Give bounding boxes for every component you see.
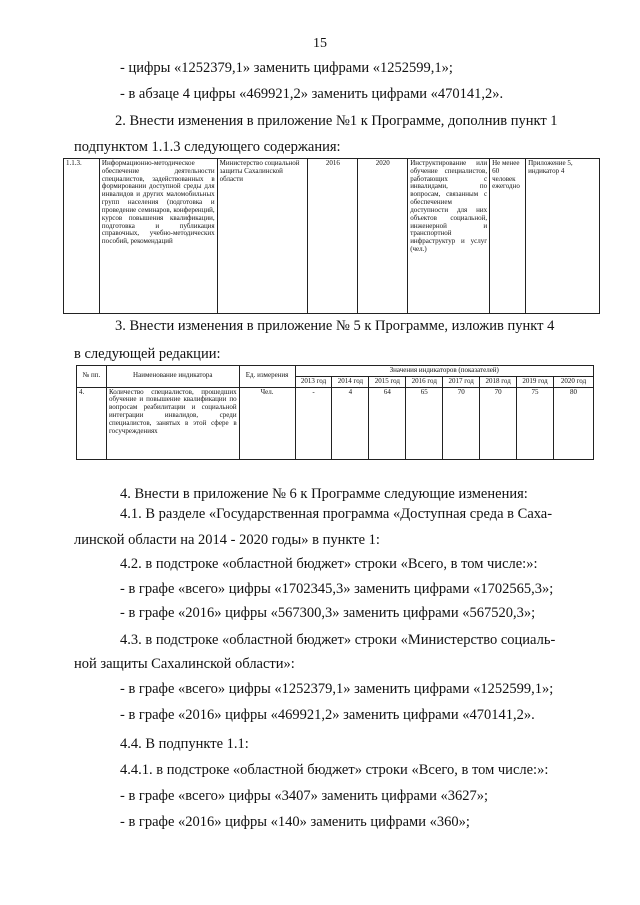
text-line: подпунктом 1.1.3 следующего содержания:	[74, 139, 341, 155]
text-line: 4.2. в подстроке «областной бюджет» строки «Всего, в том числе:»:	[120, 556, 538, 572]
row-value: 70	[443, 387, 480, 459]
row-value: 65	[406, 387, 443, 459]
row-value: 64	[369, 387, 406, 459]
item-executor: Министерство социальной защиты Сахалинской области	[217, 159, 308, 314]
item-year-end: 2020	[358, 159, 408, 314]
year-header: 2017 год	[443, 376, 480, 387]
year-header: 2020 год	[554, 376, 594, 387]
item-link: Приложение 5, индикатор 4	[526, 159, 600, 314]
col-number-header: № пп.	[77, 366, 107, 388]
appendix1-table	[63, 158, 600, 314]
table-row	[77, 387, 594, 459]
text-line: ной защиты Сахалинской области»:	[74, 656, 295, 672]
text-line: - в графе «всего» цифры «1252379,1» заменить цифрами «1252599,1»;	[120, 681, 554, 697]
row-value: 4	[332, 387, 369, 459]
text-line: в следующей редакции:	[74, 346, 221, 362]
appendix5-table	[76, 365, 594, 460]
text-line: - в графе «2016» цифры «469921,2» заменить цифрами «470141,2».	[120, 707, 535, 723]
col-name-header: Наименование индикатора	[106, 366, 239, 388]
year-header: 2015 год	[369, 376, 406, 387]
table-header-row	[77, 366, 594, 377]
row-value: -	[295, 387, 332, 459]
text-line: 4.4. В подпункте 1.1:	[120, 736, 249, 752]
text-line: 4.3. в подстроке «областной бюджет» строки «Министерство социаль-	[120, 632, 556, 648]
col-unit-header: Ед. измерения	[239, 366, 295, 388]
text-line: 2. Внести изменения в приложение №1 к Программе, дополнив пункт 1	[115, 113, 558, 129]
row-value: 75	[517, 387, 554, 459]
year-header: 2019 год	[517, 376, 554, 387]
row-number: 4.	[77, 387, 107, 459]
text-line: линской области на 2014 - 2020 годы» в пункте 1:	[74, 532, 380, 548]
text-line: - в графе «всего» цифры «3407» заменить цифрами «3627»;	[120, 788, 489, 804]
item-description: Информационно-методическое обеспечение деятельности специалистов, задействованных в формировании доступной среды для инвалидов и других маломобильных групп населения (подготовка и проведение семинаров, конференций, курсов повышения квалификации, подготовка и публикация справочных, учебно-методических пособий, рекомендаций	[99, 159, 217, 314]
item-number: 1.1.3.	[64, 159, 100, 314]
row-indicator-name: Количество специалистов, прошедших обучение и повышение квалификации по вопросам реабилитации и социальной интеграции инвалидов, среди специалистов, занятых в этой сфере в госучреждениях	[106, 387, 239, 459]
item-year-start: 2016	[308, 159, 358, 314]
text-line: - в графе «2016» цифры «567300,3» заменить цифрами «567520,3»;	[120, 605, 536, 621]
text-line: - в абзаце 4 цифры «469921,2» заменить цифрами «470141,2».	[120, 86, 504, 102]
table-row	[64, 159, 600, 314]
page-number: 15	[313, 36, 327, 51]
text-line: 4. Внести в приложение № 6 к Программе следующие изменения:	[120, 486, 528, 502]
text-line: - цифры «1252379,1» заменить цифрами «1252599,1»;	[120, 60, 453, 76]
row-value: 70	[480, 387, 517, 459]
text-line: 3. Внести изменения в приложение № 5 к Программе, изложив пункт 4	[115, 318, 555, 334]
year-header: 2014 год	[332, 376, 369, 387]
text-line: - в графе «2016» цифры «140» заменить цифрами «360»;	[120, 814, 470, 830]
year-header: 2018 год	[480, 376, 517, 387]
year-header: 2013 год	[295, 376, 332, 387]
text-line: - в графе «всего» цифры «1702345,3» заменить цифрами «1702565,3»;	[120, 581, 554, 597]
row-unit: Чел.	[239, 387, 295, 459]
row-value: 80	[554, 387, 594, 459]
text-line: 4.4.1. в подстроке «областной бюджет» строки «Всего, в том числе:»:	[120, 762, 549, 778]
item-result: Инструктирование или обучение специалистов, работающих с инвалидами, по вопросам, связанным с обеспечением доступности для них объектов социальной, инженерной и транспортной инфраструктур и услуг (чел.)	[408, 159, 490, 314]
text-line: 4.1. В разделе «Государственная программа «Доступная среда в Саха-	[120, 506, 553, 522]
item-target: Не менее 60 человек ежегодно	[490, 159, 526, 314]
year-header: 2016 год	[406, 376, 443, 387]
values-header: Значения индикаторов (показателей)	[295, 366, 593, 377]
